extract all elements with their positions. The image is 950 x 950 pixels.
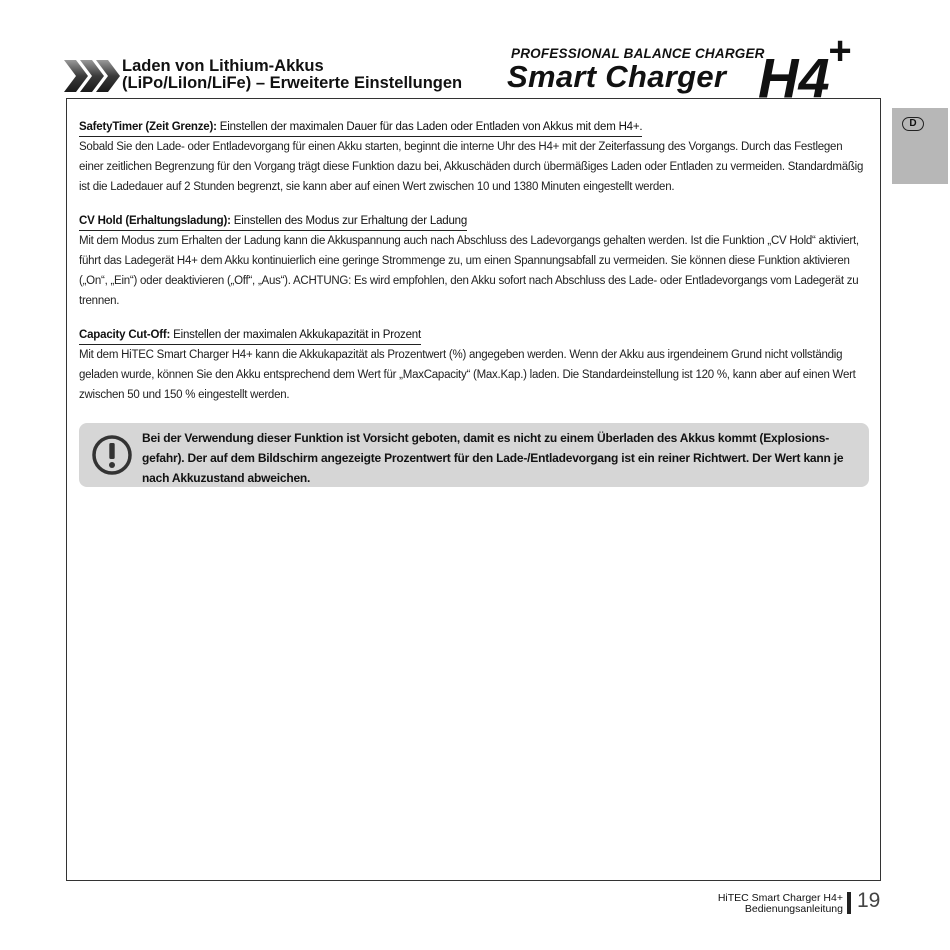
language-tab — [892, 108, 948, 184]
footer-divider — [847, 892, 851, 914]
section-heading-rest: Einstellen der maximalen Akkukapazität in Prozent — [170, 329, 421, 341]
section-heading-bold: Capacity Cut-Off: — [79, 329, 171, 341]
section-heading — [79, 213, 467, 231]
exclamation-circle-icon — [91, 434, 133, 476]
section-body: Mit dem HiTEC Smart Charger H4+ kann die Akkukapazität als Prozentwert (%) angegeben werden. Wenn der Akku aus irgendeinem Grund nicht vollständig geladen wurde, können Sie den Akku entsprechend dem Wert für „MaxCapacity“ (Max.Kap.) laden. Die Standardeinstellung ist 120 %, kann aber auf einen Wert zwischen 50 und 150 % eingestellt werden. — [79, 349, 856, 401]
brand-model-plus: + — [827, 29, 851, 73]
section-cv-hold — [79, 211, 869, 311]
section-body: Sobald Sie den Lade- oder Entladevorgang für einen Akku starten, beginnt die interne Uhr des H4+ mit der Zeiterfassung des Vorgangs. Durch das Festlegen einer zeitlichen Begrenzung für den Vorgang trägt diese Funktion dazu bei, Akkuschäden durch übermäßiges Laden oder Entladen zu vermeiden. Standardmäßig ist die Ladedauer auf 2 Stunden begrenzt, sie kann aber auf einen Wert zwischen 10 und 1380 Minuten eingestellt werden. — [79, 141, 864, 193]
chevron-arrows-icon — [64, 58, 120, 94]
footer-product: HiTEC Smart Charger H4+ — [717, 892, 843, 904]
warning-box — [79, 423, 869, 487]
warning-text: Bei der Verwendung dieser Funktion ist Vorsicht geboten, damit es nicht zu einem Überladen des Akkus kommt (Explosions-gefahr). Der auf dem Bildschirm angezeigte Prozentwert für den Lade-/Entladevorgang ist ein reiner Richtwert. Der Wert kann je nach Akkuzustand abweichen. — [142, 431, 844, 485]
page-number: 19 — [857, 889, 881, 912]
section-heading — [79, 119, 642, 137]
section-heading-rest: Einstellen des Modus zur Erhaltung der Ladung — [230, 215, 468, 227]
footer — [718, 893, 843, 915]
content-area — [79, 117, 869, 419]
language-badge: D — [902, 117, 924, 131]
section-heading-rest: Einstellen der maximalen Dauer für das Laden oder Entladen von Akkus mit dem H4+. — [216, 121, 643, 133]
page-title — [122, 58, 462, 92]
page-title-line1: Laden von Lithium-Akkus — [122, 57, 324, 75]
brand-subtitle: PROFESSIONAL BALANCE CHARGER — [511, 46, 765, 61]
brand-name: Smart Charger — [507, 59, 727, 94]
section-safety-timer — [79, 117, 869, 197]
footer-manual: Bedienungsanleitung — [744, 903, 843, 915]
section-capacity-cutoff — [79, 325, 869, 405]
brand-model-text: H4 — [758, 46, 830, 110]
section-heading-bold: SafetyTimer (Zeit Grenze): — [79, 121, 217, 133]
section-heading-bold: CV Hold (Erhaltungsladung): — [79, 215, 231, 227]
section-body: Mit dem Modus zum Erhalten der Ladung kann die Akkuspannung auch nach Abschluss des Ladevorgangs gehalten werden. Ist die Funktion „CV Hold“ aktiviert, führt das Ladegerät H4+ dem Akku kontinuierlich eine geringe Strommenge zu, um einen Spannungsabfall zu vermeiden. Sie können diese Funktion aktivieren („On“, „Ein“) oder deaktivieren („Off“, „Aus“). ACHTUNG: Es wird empfohlen, den Akku sofort nach Abschluss des Lade- oder Entladevorgangs vom Ladegerät zu trennen. — [79, 235, 859, 307]
section-heading — [79, 327, 421, 345]
page-title-line2: (LiPo/LiIon/LiFe) – Erweiterte Einstellungen — [122, 74, 463, 92]
